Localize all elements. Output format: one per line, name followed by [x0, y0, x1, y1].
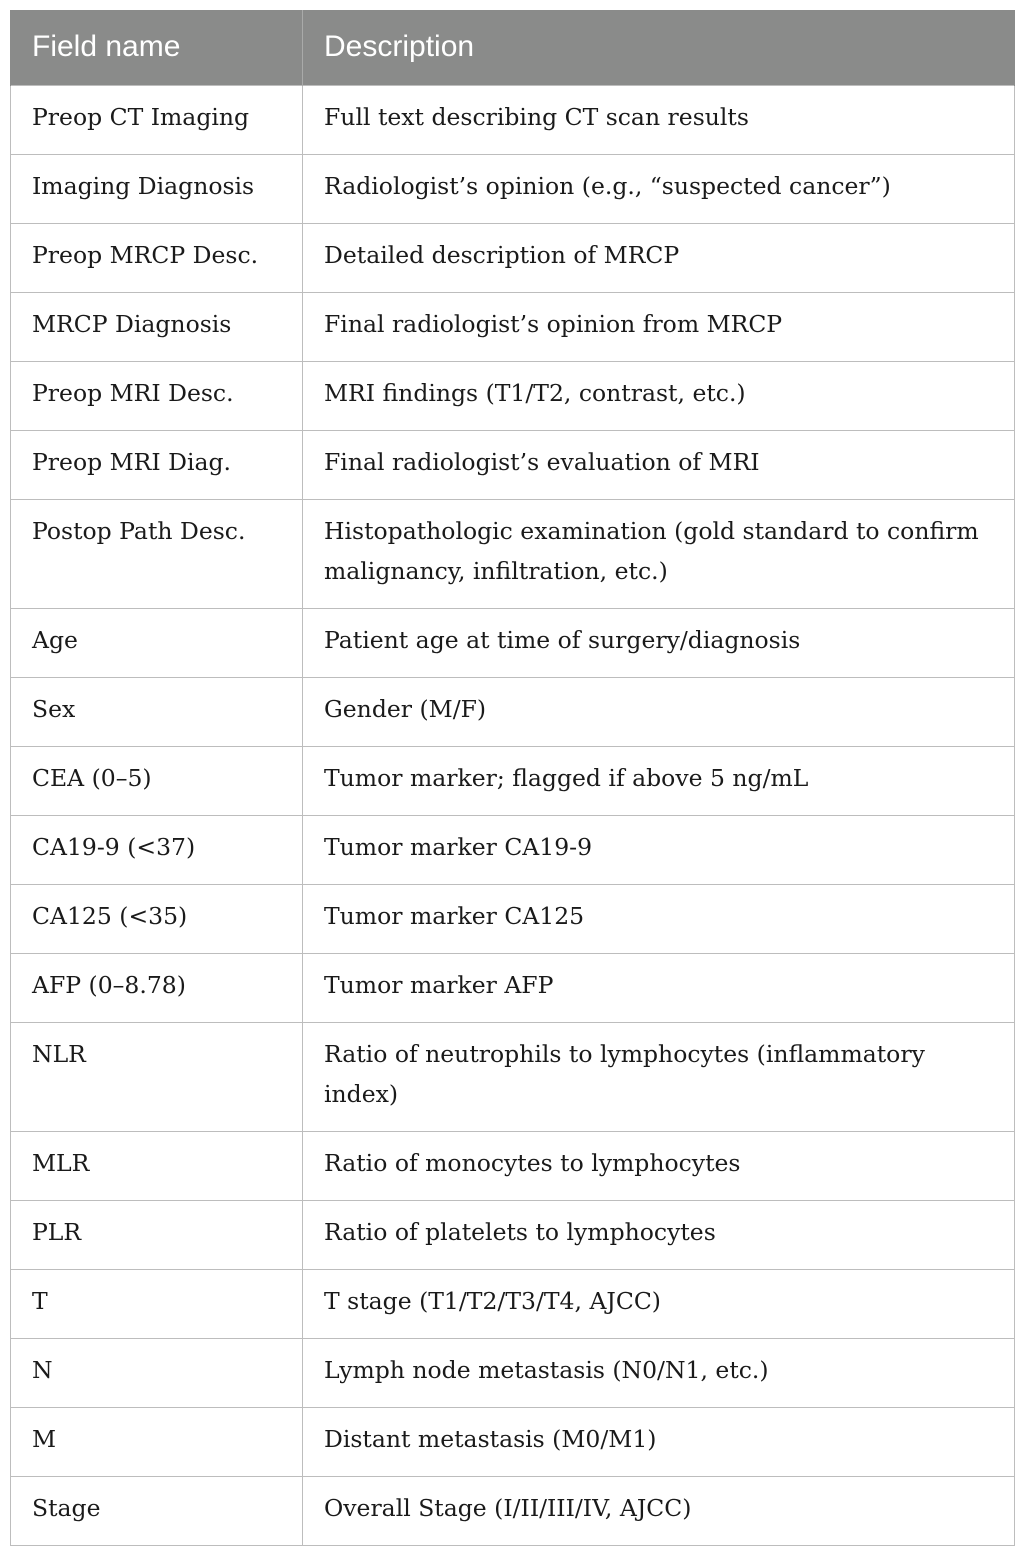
- field-name-cell: [11, 223, 303, 292]
- description-cell: [303, 1022, 1015, 1131]
- table-row: [11, 884, 1015, 953]
- table-row: [11, 430, 1015, 499]
- field-name-text: Preop CT Imaging: [32, 102, 250, 131]
- table-row: [11, 608, 1015, 677]
- description-cell: [303, 223, 1015, 292]
- description-text: T stage (T1/T2/T3/T4, AJCC): [324, 1286, 661, 1315]
- field-name-cell: [11, 154, 303, 223]
- description-text: MRI findings (T1/T2, contrast, etc.): [324, 378, 746, 407]
- table-row: [11, 154, 1015, 223]
- field-name-cell: [11, 815, 303, 884]
- table-row: [11, 223, 1015, 292]
- field-name-text: AFP (0–8.78): [32, 970, 186, 999]
- field-name-text: MRCP Diagnosis: [32, 309, 232, 338]
- table-row: [11, 499, 1015, 608]
- description-cell: [303, 1476, 1015, 1545]
- description-cell: [303, 677, 1015, 746]
- field-name-text: Sex: [32, 694, 76, 723]
- description-text: Overall Stage (I/II/III/IV, AJCC): [324, 1493, 692, 1522]
- field-name-text: CA19-9 (<37): [32, 832, 196, 861]
- description-cell: [303, 953, 1015, 1022]
- field-name-cell: [11, 499, 303, 608]
- description-cell: [303, 1407, 1015, 1476]
- field-name-text: Imaging Diagnosis: [32, 171, 255, 200]
- description-cell: [303, 608, 1015, 677]
- description-cell: [303, 361, 1015, 430]
- table-row: [11, 746, 1015, 815]
- field-name-text: T: [32, 1286, 48, 1315]
- field-name-text: M: [32, 1424, 57, 1453]
- table-row: [11, 1269, 1015, 1338]
- field-name-cell: [11, 85, 303, 154]
- field-name-text: NLR: [32, 1039, 86, 1068]
- description-text: Ratio of neutrophils to lymphocytes (inflammatory index): [324, 1039, 925, 1108]
- field-name-cell: [11, 1338, 303, 1407]
- description-cell: [303, 746, 1015, 815]
- description-text: Ratio of monocytes to lymphocytes: [324, 1148, 741, 1177]
- field-name-text: Postop Path Desc.: [32, 516, 246, 545]
- description-cell: [303, 292, 1015, 361]
- table-row: [11, 1022, 1015, 1131]
- table-row: [11, 1407, 1015, 1476]
- table-row: [11, 85, 1015, 154]
- field-name-cell: [11, 1269, 303, 1338]
- description-text: Distant metastasis (M0/M1): [324, 1424, 657, 1453]
- table-row: [11, 1131, 1015, 1200]
- description-text: Final radiologist’s opinion from MRCP: [324, 309, 783, 338]
- description-cell: [303, 1269, 1015, 1338]
- field-name-text: MLR: [32, 1148, 90, 1177]
- description-text: Radiologist’s opinion (e.g., “suspected cancer”): [324, 171, 891, 200]
- field-name-cell: [11, 746, 303, 815]
- field-name-text: Preop MRI Desc.: [32, 378, 234, 407]
- description-cell: [303, 815, 1015, 884]
- field-name-text: Stage: [32, 1493, 101, 1522]
- field-name-text: CEA (0–5): [32, 763, 152, 792]
- table-row: [11, 677, 1015, 746]
- table-header-row: [11, 10, 1015, 85]
- column-header-field-name: Field name: [11, 10, 303, 85]
- description-text: Tumor marker AFP: [324, 970, 554, 999]
- field-name-text: Preop MRI Diag.: [32, 447, 232, 476]
- description-text: Full text describing CT scan results: [324, 102, 749, 131]
- table-row: [11, 1476, 1015, 1545]
- description-cell: [303, 499, 1015, 608]
- table-row: [11, 953, 1015, 1022]
- field-description-table-container: [10, 10, 1014, 1546]
- field-name-cell: [11, 884, 303, 953]
- table-row: [11, 815, 1015, 884]
- table-row: [11, 361, 1015, 430]
- description-text: Final radiologist’s evaluation of MRI: [324, 447, 760, 476]
- description-text: Patient age at time of surgery/diagnosis: [324, 625, 801, 654]
- field-name-text: CA125 (<35): [32, 901, 188, 930]
- description-text: Tumor marker CA19-9: [324, 832, 593, 861]
- field-name-text: PLR: [32, 1217, 82, 1246]
- description-cell: [303, 1200, 1015, 1269]
- description-text: Tumor marker; flagged if above 5 ng/mL: [324, 763, 809, 792]
- description-cell: [303, 1131, 1015, 1200]
- field-description-table: [10, 10, 1015, 1546]
- field-name-cell: [11, 292, 303, 361]
- table-row: [11, 1338, 1015, 1407]
- description-text: Gender (M/F): [324, 694, 487, 723]
- description-text: Detailed description of MRCP: [324, 240, 680, 269]
- description-text: Lymph node metastasis (N0/N1, etc.): [324, 1355, 769, 1384]
- field-name-text: N: [32, 1355, 53, 1384]
- field-name-cell: [11, 430, 303, 499]
- field-name-cell: [11, 953, 303, 1022]
- field-name-cell: [11, 1476, 303, 1545]
- field-name-cell: [11, 361, 303, 430]
- description-cell: [303, 154, 1015, 223]
- description-cell: [303, 85, 1015, 154]
- field-name-cell: [11, 1200, 303, 1269]
- field-name-cell: [11, 677, 303, 746]
- column-header-description: Description: [303, 10, 1015, 85]
- field-name-cell: [11, 1131, 303, 1200]
- field-name-text: Preop MRCP Desc.: [32, 240, 259, 269]
- description-cell: [303, 884, 1015, 953]
- description-text: Tumor marker CA125: [324, 901, 585, 930]
- field-name-cell: [11, 608, 303, 677]
- description-text: Ratio of platelets to lymphocytes: [324, 1217, 716, 1246]
- description-cell: [303, 430, 1015, 499]
- table-row: [11, 1200, 1015, 1269]
- table-row: [11, 292, 1015, 361]
- field-name-cell: [11, 1022, 303, 1131]
- description-text: Histopathologic examination (gold standard to confirm malignancy, infiltration, etc.): [324, 516, 979, 585]
- field-name-text: Age: [32, 625, 78, 654]
- description-cell: [303, 1338, 1015, 1407]
- field-name-cell: [11, 1407, 303, 1476]
